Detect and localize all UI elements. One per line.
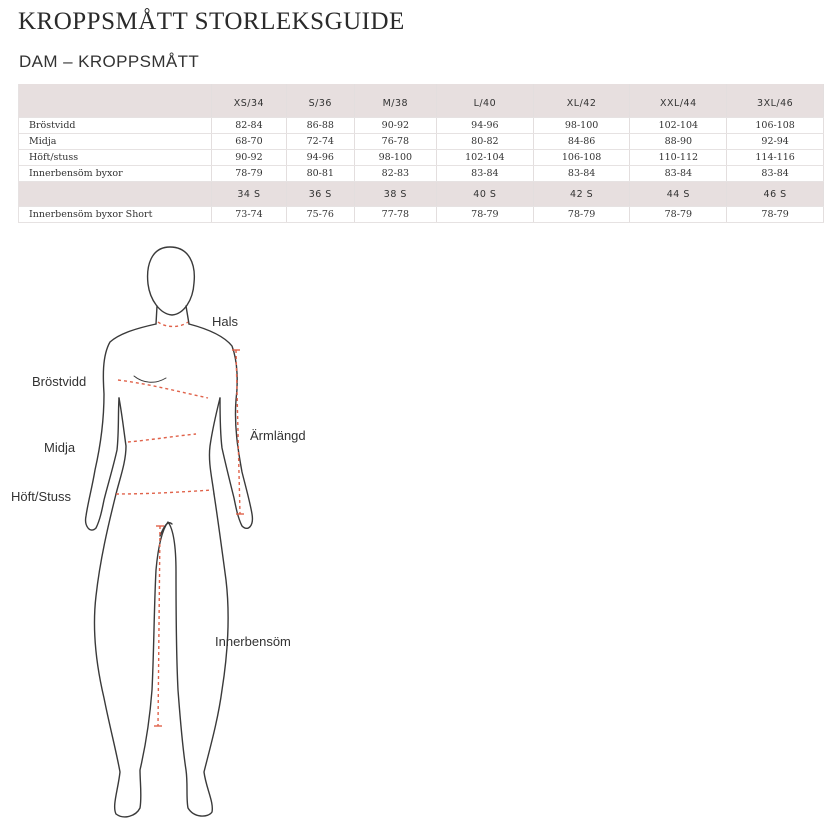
table-cell: 102-104 <box>437 150 534 166</box>
head-shape <box>148 247 195 315</box>
table-cell: 83-84 <box>533 166 630 182</box>
table-cell: 82-84 <box>212 118 287 134</box>
size-header-cell: M/38 <box>354 84 436 118</box>
row-label: Bröstvidd <box>19 118 212 134</box>
table-cell: 98-100 <box>354 150 436 166</box>
hip-measure-line <box>116 490 212 494</box>
table-cell: 83-84 <box>727 166 824 182</box>
size-header-cell: XXL/44 <box>630 84 727 118</box>
chest-line <box>134 376 166 382</box>
torso-sides <box>116 398 220 494</box>
size-header-cell: XS/34 <box>212 84 287 118</box>
short-size-header-cell: 46 S <box>727 182 824 207</box>
short-size-header-cell: 42 S <box>533 182 630 207</box>
label-brostvidd: Bröstvidd <box>32 374 87 389</box>
table-cell: 86-88 <box>286 118 354 134</box>
section-subtitle: DAM – KROPPSMÅTT <box>19 52 200 71</box>
neck-measure-line <box>158 322 188 327</box>
table-cell: 72-74 <box>286 134 354 150</box>
table-cell: 78-79 <box>533 207 630 223</box>
short-size-header-row <box>19 182 824 207</box>
table-cell: 83-84 <box>630 166 727 182</box>
table-cell: 83-84 <box>437 166 534 182</box>
waist-measure-line <box>128 434 196 442</box>
torso-outline <box>86 324 253 530</box>
table-cell: 75-76 <box>286 207 354 223</box>
table-cell: 84-86 <box>533 134 630 150</box>
header-blank-cell <box>19 182 212 207</box>
table-cell: 68-70 <box>212 134 287 150</box>
table-cell: 106-108 <box>727 118 824 134</box>
table-cell: 94-96 <box>286 150 354 166</box>
table-row <box>19 150 824 166</box>
table-cell: 76-78 <box>354 134 436 150</box>
short-size-header-cell: 34 S <box>212 182 287 207</box>
table-cell: 90-92 <box>212 150 287 166</box>
table-cell: 73-74 <box>212 207 287 223</box>
table-cell: 80-81 <box>286 166 354 182</box>
label-armlangd: Ärmlängd <box>250 428 306 443</box>
short-size-header-cell: 36 S <box>286 182 354 207</box>
row-label: Innerbensöm byxor Short <box>19 207 212 223</box>
table-cell: 78-79 <box>212 166 287 182</box>
row-label: Midja <box>19 134 212 150</box>
measurement-ticks <box>154 350 244 726</box>
table-cell: 94-96 <box>437 118 534 134</box>
row-label: Höft/stuss <box>19 150 212 166</box>
table-row <box>19 207 824 223</box>
table-cell: 90-92 <box>354 118 436 134</box>
size-table <box>18 84 824 223</box>
table-cell: 78-79 <box>630 207 727 223</box>
short-size-header-cell: 40 S <box>437 182 534 207</box>
table-cell: 78-79 <box>437 207 534 223</box>
legs-outline <box>94 494 228 817</box>
size-header-row <box>19 84 824 118</box>
size-header-cell: L/40 <box>437 84 534 118</box>
table-cell: 106-108 <box>533 150 630 166</box>
table-cell: 102-104 <box>630 118 727 134</box>
body-measurement-figure <box>0 236 340 836</box>
table-cell: 77-78 <box>354 207 436 223</box>
label-midja: Midja <box>44 440 76 455</box>
short-size-header-cell: 38 S <box>354 182 436 207</box>
table-cell: 92-94 <box>727 134 824 150</box>
short-size-header-cell: 44 S <box>630 182 727 207</box>
table-cell: 110-112 <box>630 150 727 166</box>
table-row <box>19 134 824 150</box>
table-cell: 114-116 <box>727 150 824 166</box>
measurement-lines <box>116 322 240 726</box>
table-row <box>19 118 824 134</box>
table-cell: 78-79 <box>727 207 824 223</box>
row-label: Innerbensöm byxor <box>19 166 212 182</box>
header-blank-cell <box>19 84 212 118</box>
label-hoft-stuss: Höft/Stuss <box>11 489 71 504</box>
chest-measure-line <box>118 380 208 398</box>
size-header-cell: XL/42 <box>533 84 630 118</box>
label-innerbensom: Innerbensöm <box>215 634 291 649</box>
table-row <box>19 166 824 182</box>
table-cell: 82-83 <box>354 166 436 182</box>
size-header-cell: S/36 <box>286 84 354 118</box>
body-outline <box>86 247 253 817</box>
table-cell: 88-90 <box>630 134 727 150</box>
table-cell: 98-100 <box>533 118 630 134</box>
size-header-cell: 3XL/46 <box>727 84 824 118</box>
table-cell: 80-82 <box>437 134 534 150</box>
page-title: KROPPSMÅTT STORLEKSGUIDE <box>18 8 405 35</box>
label-hals: Hals <box>212 314 239 329</box>
